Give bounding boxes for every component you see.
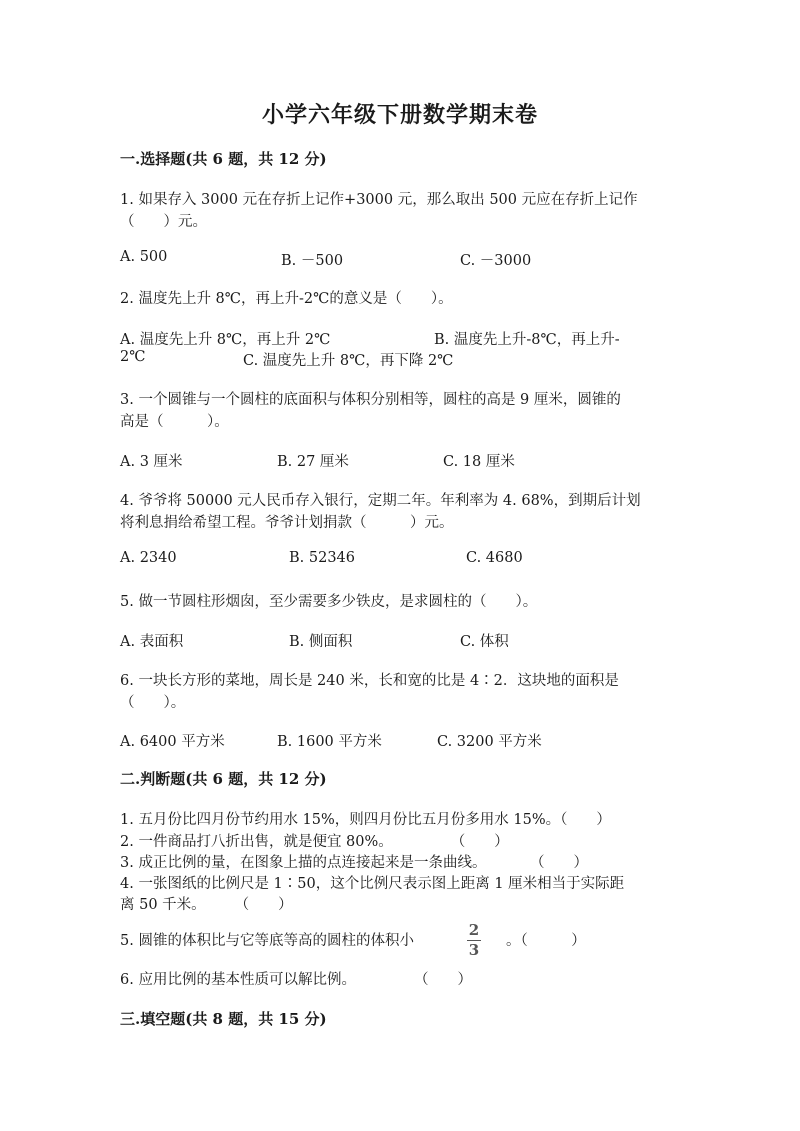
section-heading-judge: 二.判断题(共 6 题，共 12 分) [120, 770, 327, 788]
choice-q2-option-a: A. 温度先上升 8℃，再上升 2℃ [120, 332, 331, 348]
judge-q4-line2: 离 50 千米。 （ ） [120, 897, 293, 913]
judge-q3: 3. 成正比例的量，在图象上描的点连接起来是一条曲线。 （ ） [120, 855, 588, 871]
choice-q4-option-c: C. 4680 [466, 550, 523, 566]
choice-q6-line1: 6. 一块长方形的菜地，周长是 240 米，长和宽的比是 4∶2．这块地的面积是 [120, 673, 619, 689]
fraction-two-thirds [466, 922, 482, 959]
judge-q5-blank: 。（ ） [506, 933, 586, 949]
choice-q2-line1: 2. 温度先上升 8℃，再上升-2℃的意义是（ ）。 [120, 291, 453, 307]
choice-q1-option-c: C. －3000 [460, 253, 532, 269]
choice-q3-option-b: B. 27 厘米 [277, 454, 349, 470]
choice-q5-line1: 5. 做一节圆柱形烟囱，至少需要多少铁皮，是求圆柱的（ ）。 [120, 594, 538, 610]
choice-q6-option-b: B. 1600 平方米 [277, 734, 382, 750]
judge-q2: 2. 一件商品打八折出售，就是便宜 80%。 （ ） [120, 834, 509, 850]
choice-q2-option-b-cont: 2℃ [120, 349, 146, 365]
choice-q2-option-c: C. 温度先上升 8℃，再下降 2℃ [243, 353, 454, 369]
choice-q3-line1: 3. 一个圆锥与一个圆柱的底面积与体积分别相等，圆柱的高是 9 厘米，圆锥的 [120, 392, 621, 408]
choice-q4-option-b: B. 52346 [289, 550, 356, 566]
choice-q4-option-a: A. 2340 [120, 550, 177, 566]
choice-q6-option-a: A. 6400 平方米 [120, 734, 225, 750]
choice-q4-line2: 将利息捐给希望工程。爷爷计划捐款（ ）元。 [120, 515, 454, 531]
judge-q4-line1: 4. 一张图纸的比例尺是 1∶50，这个比例尺表示图上距离 1 厘米相当于实际距 [120, 876, 625, 892]
fraction-numerator: 2 [468, 921, 480, 939]
page-title: 小学六年级下册数学期末卷 [261, 102, 538, 128]
judge-q6: 6. 应用比例的基本性质可以解比例。 （ ） [120, 972, 472, 988]
choice-q3-line2: 高是（ ）。 [120, 414, 229, 430]
choice-q5-option-b: B. 侧面积 [289, 634, 353, 650]
choice-q1-option-b: B. －500 [281, 253, 344, 269]
choice-q6-option-c: C. 3200 平方米 [437, 734, 542, 750]
choice-q6-line2: （ ）。 [120, 695, 186, 711]
judge-q1: 1. 五月份比四月份节约用水 15%，则四月份比五月份多用水 15%。（ ） [120, 812, 611, 828]
choice-q3-option-a: A. 3 厘米 [120, 454, 183, 470]
judge-q5-text: 5. 圆锥的体积比与它等底等高的圆柱的体积小 [120, 933, 414, 949]
choice-q5-option-c: C. 体积 [460, 634, 509, 650]
choice-q4-line1: 4. 爷爷将 50000 元人民币存入银行，定期二年。年利率为 4. 68%，到期后计划 [120, 493, 641, 509]
section-heading-fill: 三.填空题(共 8 题，共 15 分) [120, 1010, 327, 1028]
choice-q3-option-c: C. 18 厘米 [443, 454, 515, 470]
choice-q2-option-b: B. 温度先上升-8℃，再上升- [434, 332, 620, 348]
choice-q1-line1: 1. 如果存入 3000 元在存折上记作+3000 元，那么取出 500 元应在存折上记作 [120, 192, 638, 208]
choice-q1-line2: （ ）元。 [120, 214, 207, 230]
section-heading-choice: 一.选择题(共 6 题，共 12 分) [120, 150, 327, 168]
choice-q1-option-a: A. 500 [120, 249, 168, 265]
choice-q5-option-a: A. 表面积 [120, 634, 184, 650]
fraction-denominator: 3 [468, 941, 480, 959]
